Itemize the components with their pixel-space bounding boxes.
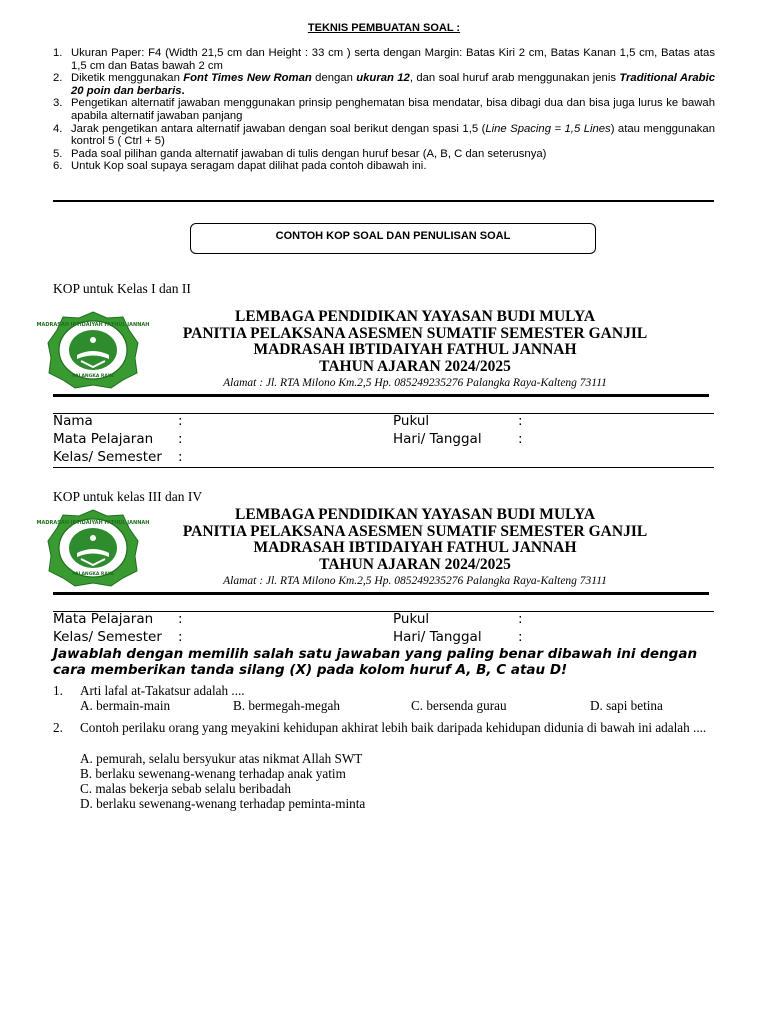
answer-option-d: D. berlaku sewenang-wenang terhadap peminta-minta bbox=[80, 796, 366, 811]
logo-ring-text: MADRASAH IBTIDAIYAH FATHUL JANNAH bbox=[36, 322, 150, 328]
rule-item bbox=[53, 97, 715, 122]
kop1-address: Alamat : Jl. RTA Milono Km.2,5 Hp. 085249235276 Palangka Raya-Kalteng 73111 bbox=[223, 377, 607, 389]
answer-option-c: C. bersenda gurau bbox=[411, 698, 507, 713]
kop1-field-hari: Hari/ Tanggal bbox=[393, 431, 482, 447]
rule-text: , dan soal huruf arab menggunakan jenis bbox=[409, 72, 620, 85]
rule-text: ) atau menggunakan kontrol 5 ( Ctrl + 5) bbox=[71, 122, 715, 148]
rule-emphasis: Font Times New Roman bbox=[183, 72, 312, 85]
section-divider bbox=[53, 200, 714, 202]
colon: : bbox=[178, 449, 183, 465]
kop2-field-pukul: Pukul bbox=[393, 611, 430, 627]
rule-number: 3. bbox=[53, 97, 63, 110]
question-number: 2. bbox=[53, 720, 63, 735]
rule-item bbox=[53, 123, 715, 148]
logo-ring-text: MADRASAH IBTIDAIYAH FATHUL JANNAH bbox=[36, 520, 150, 526]
rule-text: Pada soal pilihan ganda alternatif jawaban di tulis dengan huruf besar (A, B, C dan seterusnya) bbox=[71, 147, 547, 160]
kop2-label: KOP untuk kelas III dan IV bbox=[53, 489, 203, 504]
kop2-line-4: TAHUN AJARAN 2024/2025 bbox=[319, 555, 511, 573]
rule-item bbox=[53, 160, 715, 173]
answer-option-a: A. bermain-main bbox=[80, 698, 171, 713]
colon: : bbox=[178, 413, 183, 429]
rule-emphasis: Traditional Arabic 20 poin dan berbaris bbox=[71, 72, 715, 97]
question-text: Arti lafal at-Takatsur adalah .... bbox=[80, 683, 245, 698]
rule-emphasis: Line Spacing = 1,5 Lines bbox=[485, 122, 611, 135]
answer-option-c: C. malas bekerja sebab selalu beribadah bbox=[80, 781, 291, 796]
kop2-thick-line bbox=[53, 592, 709, 595]
colon: : bbox=[178, 611, 183, 627]
rule-text: dengan bbox=[311, 72, 357, 85]
kop1-bottom-line bbox=[53, 467, 714, 468]
logo-inner bbox=[69, 528, 117, 568]
kop1-field-nama: Nama bbox=[53, 413, 93, 429]
rule-text: Diketik menggunakan bbox=[71, 72, 184, 85]
kop2-field-kelas: Kelas/ Semester bbox=[53, 629, 162, 645]
kop2-field-hari: Hari/ Tanggal bbox=[393, 629, 482, 645]
logo-bottom-text: PALANGKA RAYA bbox=[72, 374, 114, 379]
kop2-field-mapel: Mata Pelajaran bbox=[53, 611, 154, 627]
rule-number: 1. bbox=[53, 47, 63, 59]
colon: : bbox=[518, 629, 523, 645]
logo-star bbox=[90, 535, 96, 541]
kop1-field-mapel: Mata Pelajaran bbox=[53, 431, 154, 447]
kop2-header bbox=[150, 507, 680, 588]
logo-bottom-text: PALANGKA RAYA bbox=[72, 572, 114, 577]
kop1-line-2: PANITIA PELAKSANA ASESMEN SUMATIF SEMESTER GANJIL bbox=[182, 324, 648, 342]
colon: : bbox=[518, 431, 523, 447]
kop1-header bbox=[150, 309, 680, 390]
rule-item bbox=[53, 47, 715, 72]
colon: : bbox=[518, 413, 523, 429]
rule-number: 4. bbox=[53, 122, 63, 135]
kop1-line-1: LEMBAGA PENDIDIKAN YAYASAN BUDI MULYA bbox=[234, 308, 596, 325]
school-logo-icon bbox=[36, 311, 150, 389]
kop1-field-pukul: Pukul bbox=[393, 413, 430, 429]
kop2-address: Alamat : Jl. RTA Milono Km.2,5 Hp. 085249235276 Palangka Raya-Kalteng 73111 bbox=[223, 575, 607, 587]
rule-text: Jarak pengetikan antara alternatif jawaban dengan soal berikut dengan spasi 1,5 ( bbox=[71, 122, 486, 135]
rule-number: 2. bbox=[53, 72, 63, 85]
kop2-line-3: MADRASAH IBTIDAIYAH FATHUL JANNAH bbox=[253, 539, 577, 556]
logo-star bbox=[90, 337, 96, 343]
rule-number: 5. bbox=[53, 147, 63, 160]
colon: : bbox=[178, 629, 183, 645]
answer-option-b: B. bermegah-megah bbox=[233, 698, 340, 713]
logo-inner bbox=[69, 330, 117, 370]
colon: : bbox=[518, 611, 523, 627]
kop1-line-4: TAHUN AJARAN 2024/2025 bbox=[319, 357, 511, 375]
rule-text: Ukuran Paper: F4 (Width 21,5 cm dan Height : 33 cm ) serta dengan Margin: Batas Kiri 2 cm, Batas Kanan 1,5 cm, Batas atas 1,5 cm dan Batas bawah 2 cm bbox=[71, 47, 715, 72]
kop1-line-3: MADRASAH IBTIDAIYAH FATHUL JANNAH bbox=[253, 341, 577, 358]
example-heading-box: CONTOH KOP SOAL DAN PENULISAN SOAL bbox=[190, 223, 596, 254]
rule-item bbox=[53, 72, 715, 97]
rule-number: 6. bbox=[53, 160, 63, 173]
kop1-thin-line bbox=[53, 413, 714, 414]
answer-option-a: A. pemurah, selalu bersyukur atas nikmat Allah SWT bbox=[80, 751, 363, 766]
rule-emphasis: ukuran 12 bbox=[356, 72, 410, 85]
kop1-field-kelas: Kelas/ Semester bbox=[53, 449, 162, 465]
page-title: TEKNIS PEMBUATAN SOAL : bbox=[307, 22, 461, 34]
rule-text: Untuk Kop soal supaya seragam dapat dilihat pada contoh dibawah ini. bbox=[71, 160, 427, 173]
question-number: 1. bbox=[53, 683, 63, 698]
answer-option-d: D. sapi betina bbox=[590, 698, 663, 713]
kop1-thick-line bbox=[53, 394, 709, 397]
kop2-line-2: PANITIA PELAKSANA ASESMEN SUMATIF SEMESTER GANJIL bbox=[182, 522, 648, 540]
rules-list bbox=[53, 47, 715, 173]
question-text: Contoh perilaku orang yang meyakini kehidupan akhirat lebih baik daripada kehidupan didunia di bawah ini adalah .... bbox=[80, 720, 707, 735]
answer-option-b: B. berlaku sewenang-wenang terhadap anak yatim bbox=[80, 766, 346, 781]
kop1-label: KOP untuk Kelas I dan II bbox=[53, 281, 191, 296]
kop2-line-1: LEMBAGA PENDIDIKAN YAYASAN BUDI MULYA bbox=[234, 506, 596, 523]
instruction-text: Jawablah dengan memilih salah satu jawaban yang paling benar dibawah ini dengan cara memberikan tanda silang (X) pada kolom huruf A, B, C atau D! bbox=[53, 646, 698, 678]
rule-text: Pengetikan alternatif jawaban menggunakan prinsip penghematan bisa mendatar, bisa dibagi dua dan bisa juga lurus ke bawah apabila alternatif jawaban panjang bbox=[71, 97, 715, 122]
colon: : bbox=[178, 431, 183, 447]
rule-text: . bbox=[181, 84, 185, 97]
rule-item bbox=[53, 148, 715, 161]
school-logo-icon bbox=[36, 509, 150, 587]
